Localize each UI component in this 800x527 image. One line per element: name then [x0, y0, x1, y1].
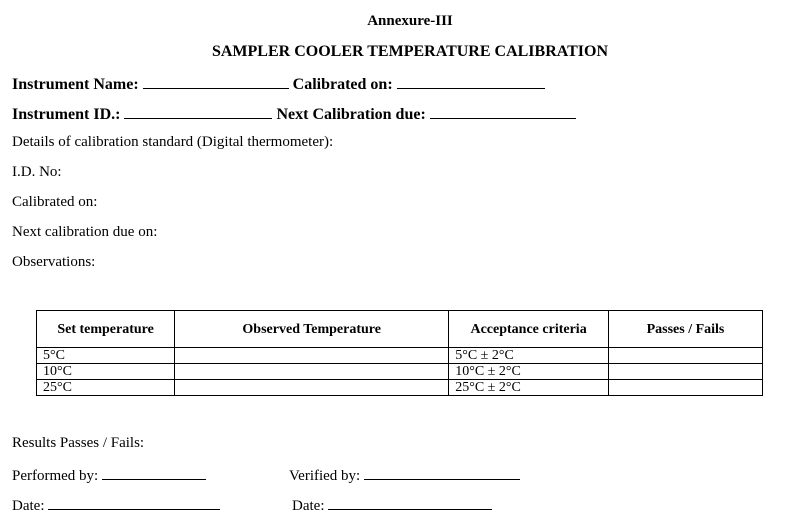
instrument-id-field[interactable] — [124, 104, 272, 119]
set-temperature-cell: 5°C — [37, 348, 175, 364]
standard-next-due-label: Next calibration due on: — [12, 224, 158, 240]
observations-label: Observations: — [12, 254, 96, 270]
acceptance-criteria-cell: 10°C ± 2°C — [449, 364, 609, 380]
verified-by-field[interactable] — [364, 465, 520, 480]
calibrated-on-label: Calibrated on: — [292, 76, 393, 93]
passes-fails-cell[interactable] — [608, 380, 762, 396]
header-passes-fails: Passes / Fails — [608, 311, 762, 348]
page-title: SAMPLER COOLER TEMPERATURE CALIBRATION — [211, 43, 609, 60]
header-acceptance-criteria: Acceptance criteria — [449, 311, 609, 348]
date-left-label: Date: — [12, 498, 45, 514]
table-row — [37, 380, 763, 396]
set-temperature-cell: 25°C — [37, 380, 175, 396]
verified-by-row — [289, 465, 520, 485]
performed-by-label: Performed by: — [12, 468, 99, 484]
next-calibration-due-label: Next Calibration due: — [276, 106, 426, 123]
table-header-row — [37, 311, 763, 348]
instrument-id-row — [12, 104, 576, 124]
date-right-label: Date: — [292, 498, 325, 514]
instrument-name-row — [12, 74, 545, 94]
calibrated-on-field[interactable] — [397, 74, 545, 89]
results-label: Results Passes / Fails: — [12, 435, 145, 451]
observed-temperature-cell[interactable] — [175, 364, 449, 380]
standard-calibrated-on-label: Calibrated on: — [12, 194, 98, 210]
instrument-id-label: Instrument ID.: — [12, 106, 121, 123]
passes-fails-cell[interactable] — [608, 364, 762, 380]
passes-fails-cell[interactable] — [608, 348, 762, 364]
set-temperature-cell: 10°C — [37, 364, 175, 380]
acceptance-criteria-cell: 5°C ± 2°C — [449, 348, 609, 364]
acceptance-criteria-cell: 25°C ± 2°C — [449, 380, 609, 396]
standard-details: Details of calibration standard (Digital thermometer): — [12, 134, 334, 150]
table-row — [37, 348, 763, 364]
performed-by-field[interactable] — [102, 465, 206, 480]
instrument-name-field[interactable] — [143, 74, 289, 89]
date-right-row — [292, 495, 492, 515]
observed-temperature-cell[interactable] — [175, 348, 449, 364]
performed-by-row — [12, 465, 206, 485]
annexure-label: Annexure-III — [367, 13, 453, 29]
date-left-field[interactable] — [48, 495, 220, 510]
verified-by-label: Verified by: — [289, 468, 361, 484]
header-set-temperature: Set temperature — [37, 311, 175, 348]
header-observed-temperature: Observed Temperature — [175, 311, 449, 348]
table-row — [37, 364, 763, 380]
id-no-label: I.D. No: — [12, 164, 62, 180]
observations-table — [36, 310, 763, 396]
date-right-field[interactable] — [328, 495, 492, 510]
observed-temperature-cell[interactable] — [175, 380, 449, 396]
instrument-name-label: Instrument Name: — [12, 76, 139, 93]
next-calibration-due-field[interactable] — [430, 104, 576, 119]
date-left-row — [12, 495, 220, 515]
